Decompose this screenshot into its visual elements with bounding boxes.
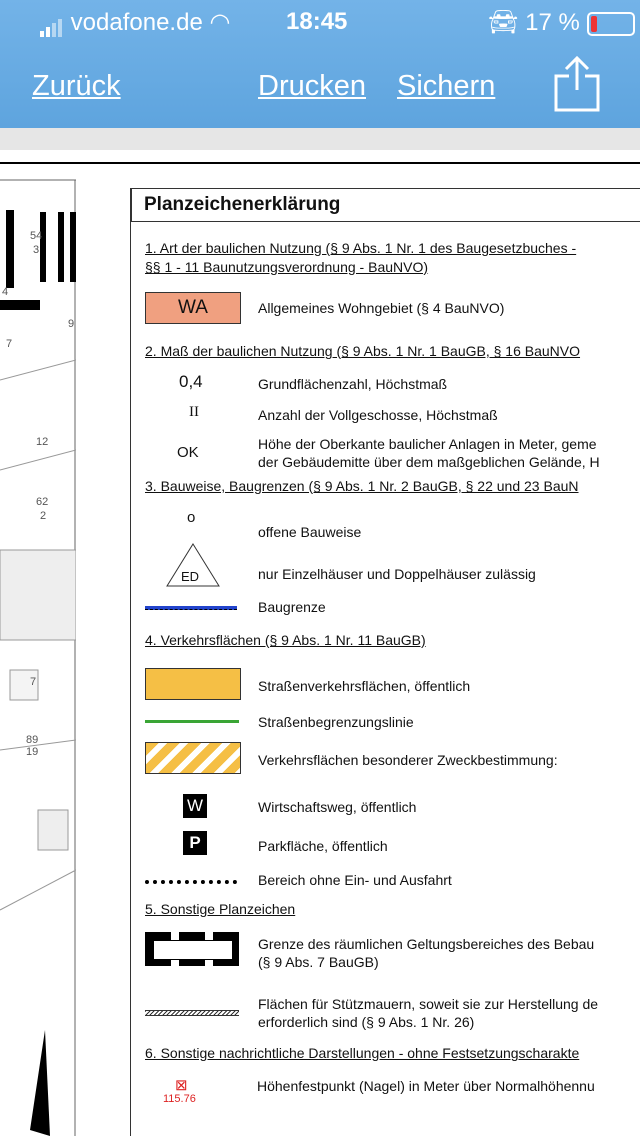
grz-text: Grundflächenzahl, Höchstmaß	[258, 376, 448, 392]
scope-border-text: Grenze des räumlichen Geltungsbereiches des Bebau	[258, 936, 595, 952]
ed-symbol: ED	[181, 569, 200, 584]
battery	[488, 8, 635, 37]
map-label: 3	[33, 244, 40, 256]
save-button[interactable]: Sichern	[397, 70, 496, 102]
section-2-heading: 2. Maß der baulichen Nutzung (§ 9 Abs. 1 Nr. 1 BauGB, § 16 BauNVO	[145, 343, 581, 359]
height-point-icon: ⊠	[175, 1077, 188, 1094]
signal-icon	[40, 9, 64, 36]
map-label: 7	[6, 338, 13, 350]
map-label: 2	[40, 510, 47, 522]
wifi-icon: ◠	[209, 9, 231, 36]
map-label: 4	[2, 286, 9, 298]
ok-text-2: der Gebäudemitte über dem maßgeblichen Gelände, H	[258, 454, 600, 470]
legend-title: Planzeichenerklärung	[144, 194, 341, 215]
map-excerpt	[0, 150, 76, 1136]
frame-top	[0, 162, 640, 164]
retaining-wall-text-2: erforderlich sind (§ 9 Abs. 1 Nr. 26)	[258, 1014, 475, 1030]
grz-symbol: 0,4	[179, 372, 203, 391]
street-area-text: Straßenverkehrsflächen, öffentlich	[258, 678, 471, 694]
car-icon: 🚘︎	[488, 9, 519, 36]
height-point-value: 115.76	[163, 1093, 196, 1105]
section-6-heading: 6. Sonstige nachrichtliche Darstellungen - ohne Festsetzungscharakte	[145, 1045, 580, 1061]
document-view[interactable]	[0, 150, 640, 1136]
top-bar	[0, 0, 640, 128]
map-label: 19	[26, 746, 39, 758]
separator	[0, 128, 640, 150]
ok-text: Höhe der Oberkante baulicher Anlagen in Meter, geme	[258, 436, 597, 452]
w-symbol: W	[183, 794, 207, 818]
wa-symbol: WA	[145, 292, 241, 324]
height-point-text: Höhenfestpunkt (Nagel) in Meter über Normalhöhennu	[257, 1078, 595, 1094]
retaining-wall-symbol	[145, 1010, 239, 1016]
section-3-heading: 3. Bauweise, Baugrenzen (§ 9 Abs. 1 Nr. 2 BauGB, § 22 und 23 BauN	[145, 478, 579, 494]
p-symbol: P	[183, 831, 207, 855]
scope-border-text-2: (§ 9 Abs. 7 BauGB)	[258, 954, 379, 970]
vg-symbol: II	[189, 404, 199, 420]
map-label: 7	[30, 676, 37, 688]
ed-text: nur Einzelhäuser und Doppelhäuser zulässig	[258, 566, 536, 582]
baugrenze-text: Baugrenze	[258, 599, 326, 615]
scope-border-symbol	[145, 932, 239, 966]
back-button[interactable]: Zurück	[32, 70, 121, 102]
legend-title-box	[131, 188, 640, 222]
w-text: Wirtschaftsweg, öffentlich	[258, 799, 417, 815]
special-traffic-symbol	[145, 742, 241, 774]
battery-icon	[587, 12, 635, 36]
map-label: 62	[36, 496, 49, 508]
print-button[interactable]: Drucken	[258, 70, 366, 102]
clock: 18:45	[286, 8, 348, 35]
baugrenze-line	[145, 606, 237, 610]
share-icon[interactable]	[552, 54, 602, 112]
no-entry-line	[145, 876, 237, 884]
no-entry-text: Bereich ohne Ein- und Ausfahrt	[258, 872, 452, 888]
ok-symbol: OK	[177, 444, 199, 461]
section-1-heading: 1. Art der baulichen Nutzung (§ 9 Abs. 1 Nr. 1 des Baugesetzbuches -	[145, 240, 577, 256]
legend	[130, 188, 640, 1136]
street-boundary-line	[145, 720, 239, 723]
retaining-wall-text: Flächen für Stützmauern, soweit sie zur Herstellung de	[258, 996, 599, 1012]
carrier-label: vodafone.de	[70, 9, 203, 36]
p-text: Parkfläche, öffentlich	[258, 838, 388, 854]
wa-text: Allgemeines Wohngebiet (§ 4 BauNVO)	[258, 300, 505, 316]
section-1-heading-2: §§ 1 - 11 Baunutzungsverordnung - BauNVO)	[145, 259, 429, 275]
section-5-heading: 5. Sonstige Planzeichen	[145, 901, 296, 917]
vg-text: Anzahl der Vollgeschosse, Höchstmaß	[258, 407, 498, 423]
carrier	[40, 8, 230, 37]
street-boundary-text: Straßenbegrenzungslinie	[258, 714, 414, 730]
map-label: 89	[26, 734, 39, 746]
section-4-heading: 4. Verkehrsflächen (§ 9 Abs. 1 Nr. 11 BauGB)	[145, 632, 426, 648]
map-label: 54	[30, 230, 43, 242]
street-area-symbol	[145, 668, 241, 700]
special-traffic-text: Verkehrsflächen besonderer Zweckbestimmung:	[258, 752, 558, 768]
open-build-text: offene Bauweise	[258, 524, 362, 540]
open-build-symbol: o	[187, 509, 196, 526]
status-bar	[0, 0, 640, 40]
map-label: 12	[36, 436, 49, 448]
map-label: 9	[68, 318, 75, 330]
battery-percent: 17 %	[525, 9, 580, 36]
